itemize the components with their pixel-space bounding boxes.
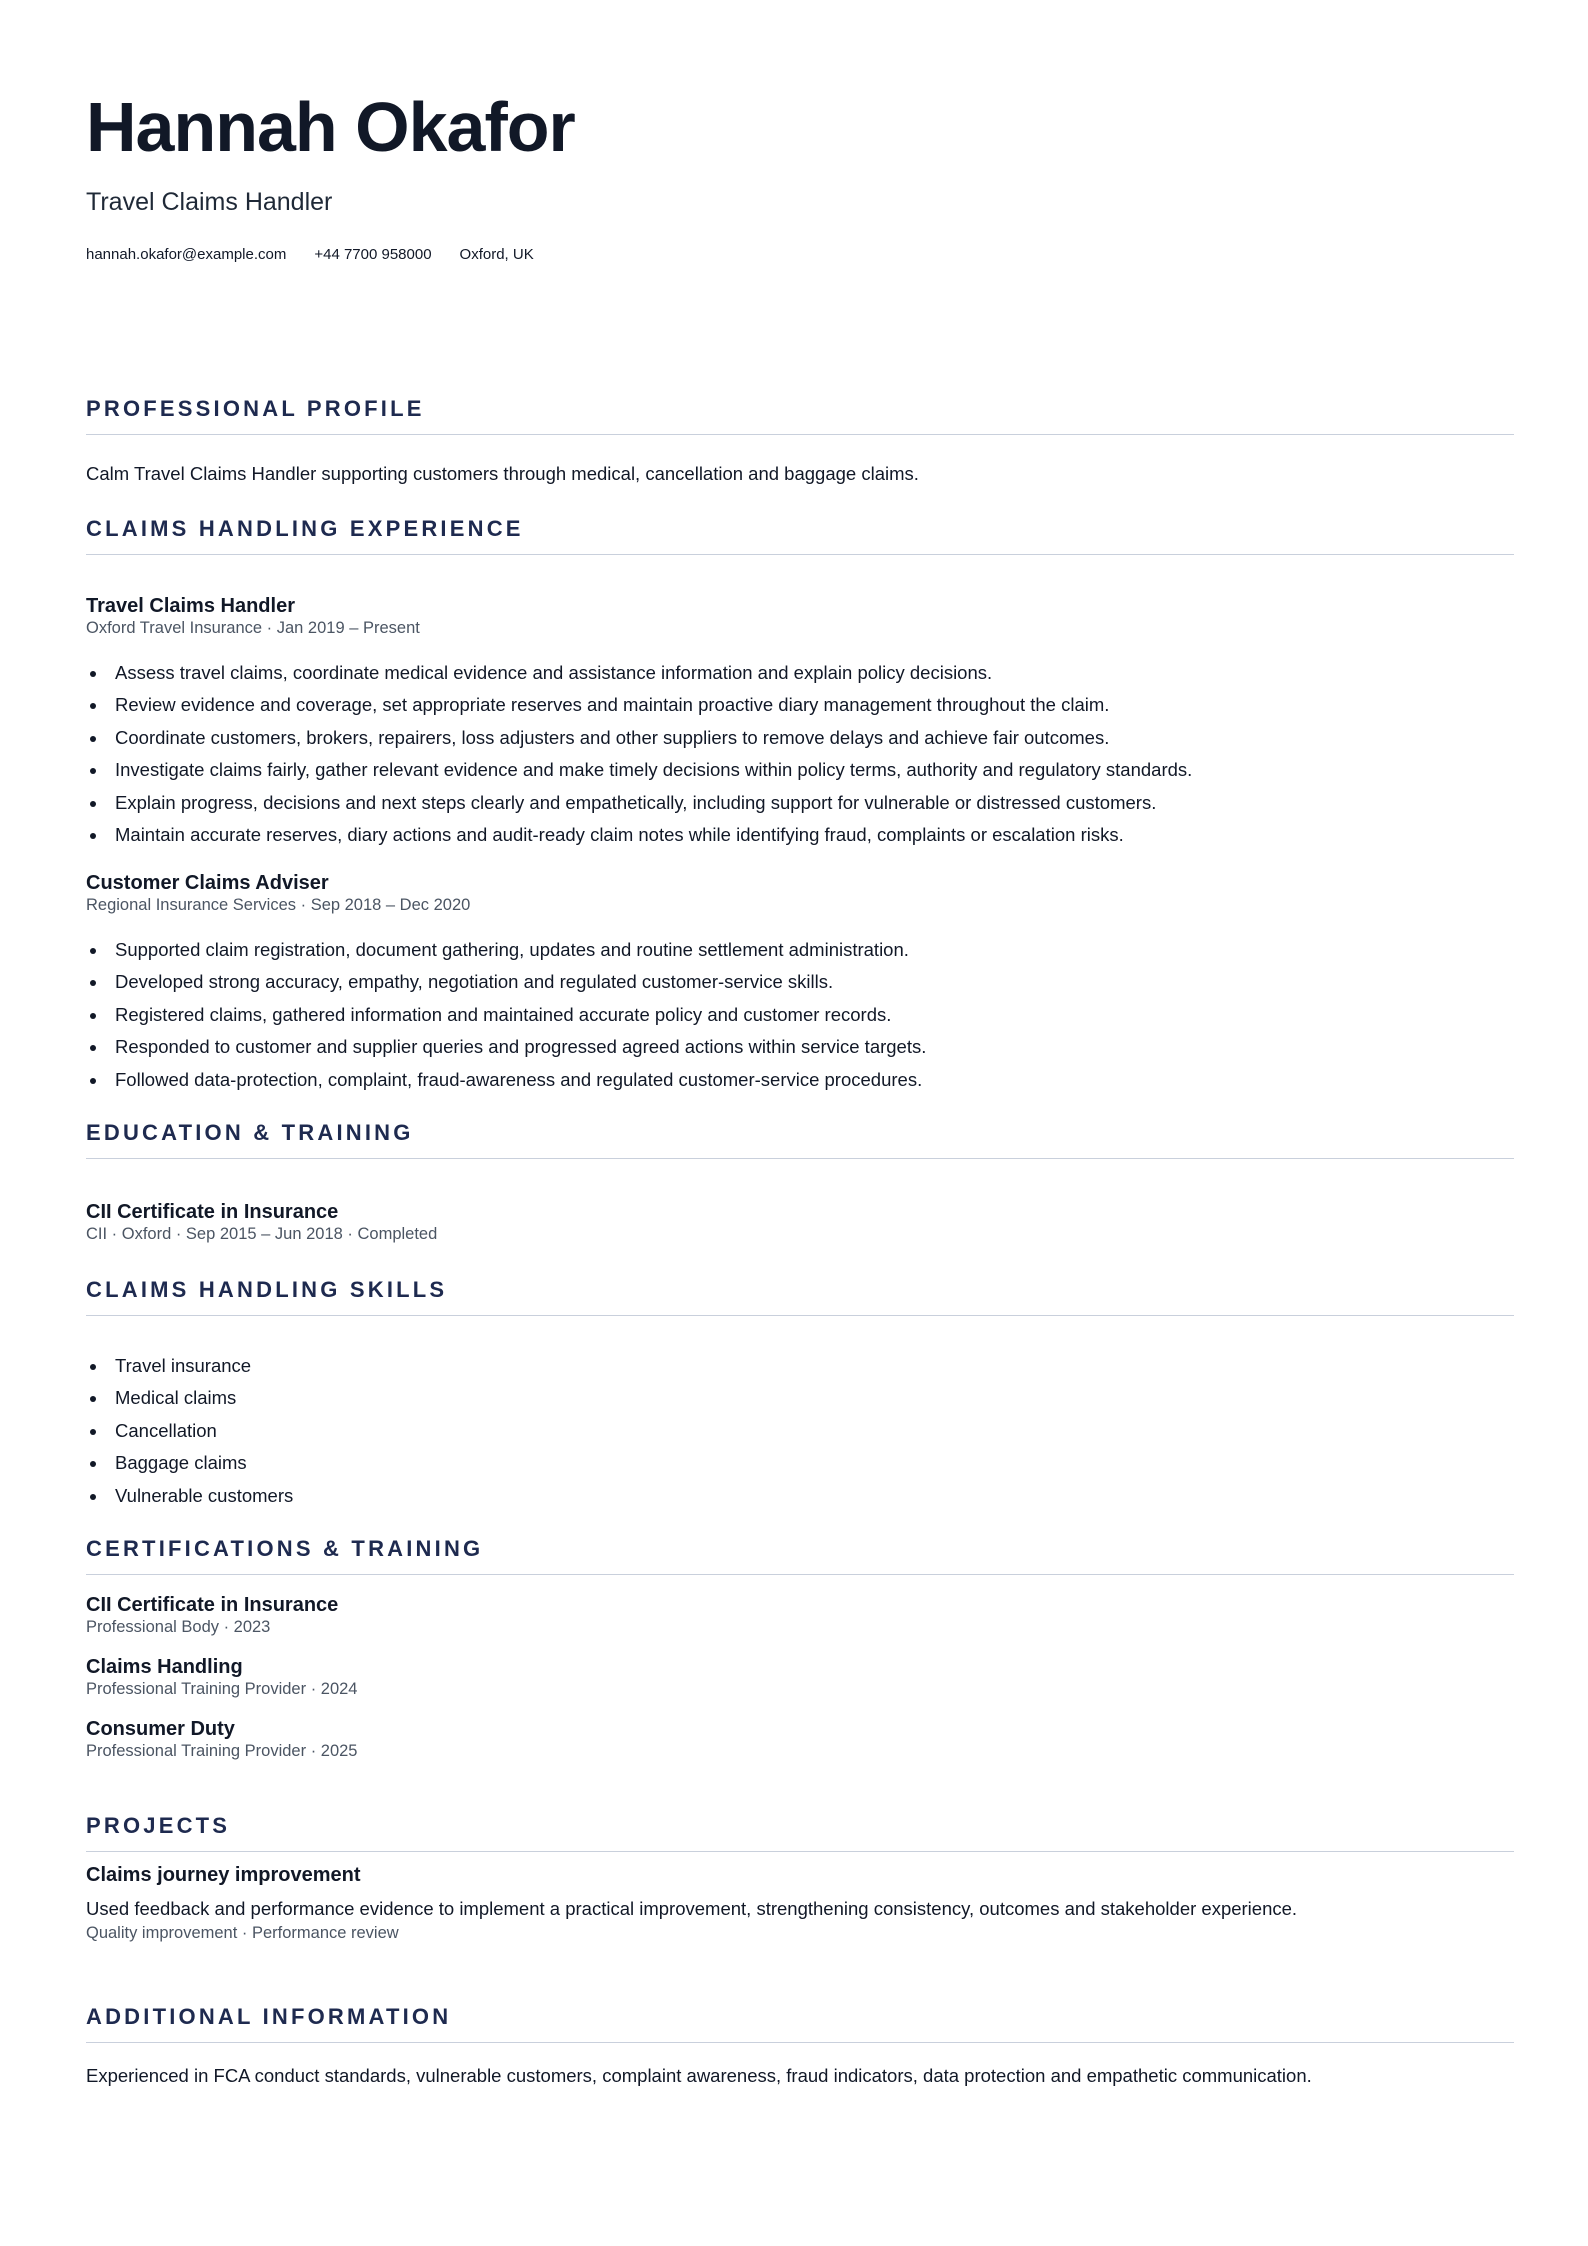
job-bullet: Investigate claims fairly, gather relevant evidence and make timely decisions within policy terms, authority and regulatory standards. (86, 754, 1192, 786)
certifications-section (86, 1538, 1514, 1575)
job-bullet: Review evidence and coverage, set appropriate reserves and maintain proactive diary management throughout the claim. (86, 689, 1192, 721)
section-title: PROFESSIONAL PROFILE (86, 396, 425, 421)
certification-title: Consumer Duty (86, 1718, 235, 1740)
job-bullet: Coordinate customers, brokers, repairers, loss adjusters and other suppliers to remove delays and achieve fair outcomes. (86, 722, 1192, 754)
projects-section (86, 1815, 1514, 1852)
skills-section (86, 1279, 1514, 1316)
section-title: CERTIFICATIONS & TRAINING (86, 1536, 484, 1561)
section-divider (86, 2042, 1514, 2043)
job-bullet: Responded to customer and supplier queries and progressed agreed actions within service targets. (86, 1031, 926, 1063)
certification-meta: Professional Training Provider · 2024 (86, 1680, 358, 1698)
job-meta: Regional Insurance Services · Sep 2018 – Dec 2020 (86, 896, 471, 914)
job-title: Travel Claims Handler (86, 595, 295, 617)
certification-meta: Professional Training Provider · 2025 (86, 1742, 358, 1760)
contact-line (86, 246, 534, 263)
additional-section (86, 2006, 1514, 2043)
education-meta: CII · Oxford · Sep 2015 – Jun 2018 · Completed (86, 1225, 438, 1243)
certification-entry (86, 1594, 338, 1638)
skill-item: Medical claims (86, 1382, 293, 1414)
education-title: CII Certificate in Insurance (86, 1201, 339, 1223)
education-section (86, 1122, 1514, 1159)
certification-title: Claims Handling (86, 1656, 243, 1678)
certification-entry (86, 1656, 357, 1700)
section-divider (86, 1574, 1514, 1575)
job-bullet: Followed data-protection, complaint, fraud-awareness and regulated customer-service procedures. (86, 1064, 926, 1096)
job-bullets (86, 934, 926, 1096)
contact-phone[interactable]: +44 7700 958000 (314, 246, 432, 263)
contact-location: Oxford, UK (459, 246, 534, 263)
section-title: ADDITIONAL INFORMATION (86, 2004, 452, 2029)
skills-list (86, 1350, 293, 1512)
skill-item: Cancellation (86, 1415, 293, 1447)
experience-section (86, 518, 1514, 555)
job-bullet: Developed strong accuracy, empathy, negotiation and regulated customer-service skills. (86, 966, 926, 998)
candidate-name: Hannah Okafor (86, 88, 575, 166)
certification-entry (86, 1718, 357, 1762)
job-meta: Oxford Travel Insurance · Jan 2019 – Present (86, 619, 420, 637)
section-divider (86, 1158, 1514, 1159)
certification-title: CII Certificate in Insurance (86, 1594, 339, 1616)
certification-meta: Professional Body · 2023 (86, 1618, 271, 1636)
section-divider (86, 554, 1514, 555)
project-tags: Quality improvement · Performance review (86, 1924, 399, 1942)
job-title: Customer Claims Adviser (86, 872, 329, 894)
job-bullet: Supported claim registration, document gathering, updates and routine settlement administration. (86, 934, 926, 966)
job-bullet: Registered claims, gathered information and maintained accurate policy and customer records. (86, 999, 926, 1031)
job-bullets (86, 657, 1192, 851)
candidate-role: Travel Claims Handler (86, 188, 333, 216)
job-bullet: Explain progress, decisions and next steps clearly and empathetically, including support for vulnerable or distressed customers. (86, 787, 1192, 819)
project-title: Claims journey improvement (86, 1864, 361, 1886)
job-entry (86, 595, 420, 639)
section-divider (86, 434, 1514, 435)
profile-section (86, 398, 1514, 435)
section-divider (86, 1851, 1514, 1852)
project-entry (86, 1864, 361, 1887)
job-bullet: Assess travel claims, coordinate medical evidence and assistance information and explain policy decisions. (86, 657, 1192, 689)
section-title: CLAIMS HANDLING SKILLS (86, 1277, 448, 1302)
job-entry (86, 872, 470, 916)
section-title: EDUCATION & TRAINING (86, 1120, 414, 1145)
skill-item: Baggage claims (86, 1447, 293, 1479)
job-bullet: Maintain accurate reserves, diary actions and audit-ready claim notes while identifying fraud, complaints or escalation risks. (86, 819, 1192, 851)
skill-item: Travel insurance (86, 1350, 293, 1382)
education-entry (86, 1201, 437, 1245)
section-divider (86, 1315, 1514, 1316)
profile-text: Calm Travel Claims Handler supporting customers through medical, cancellation and baggage claims. (86, 463, 919, 484)
skill-item: Vulnerable customers (86, 1480, 293, 1512)
additional-text: Experienced in FCA conduct standards, vulnerable customers, complaint awareness, fraud indicators, data protection and empathetic communication. (86, 2065, 1312, 2086)
section-title: PROJECTS (86, 1813, 231, 1838)
contact-email[interactable]: hannah.okafor@example.com (86, 246, 287, 263)
project-description: Used feedback and performance evidence to implement a practical improvement, strengthening consistency, outcomes and stakeholder experience. (86, 1898, 1298, 1919)
section-title: CLAIMS HANDLING EXPERIENCE (86, 516, 524, 541)
